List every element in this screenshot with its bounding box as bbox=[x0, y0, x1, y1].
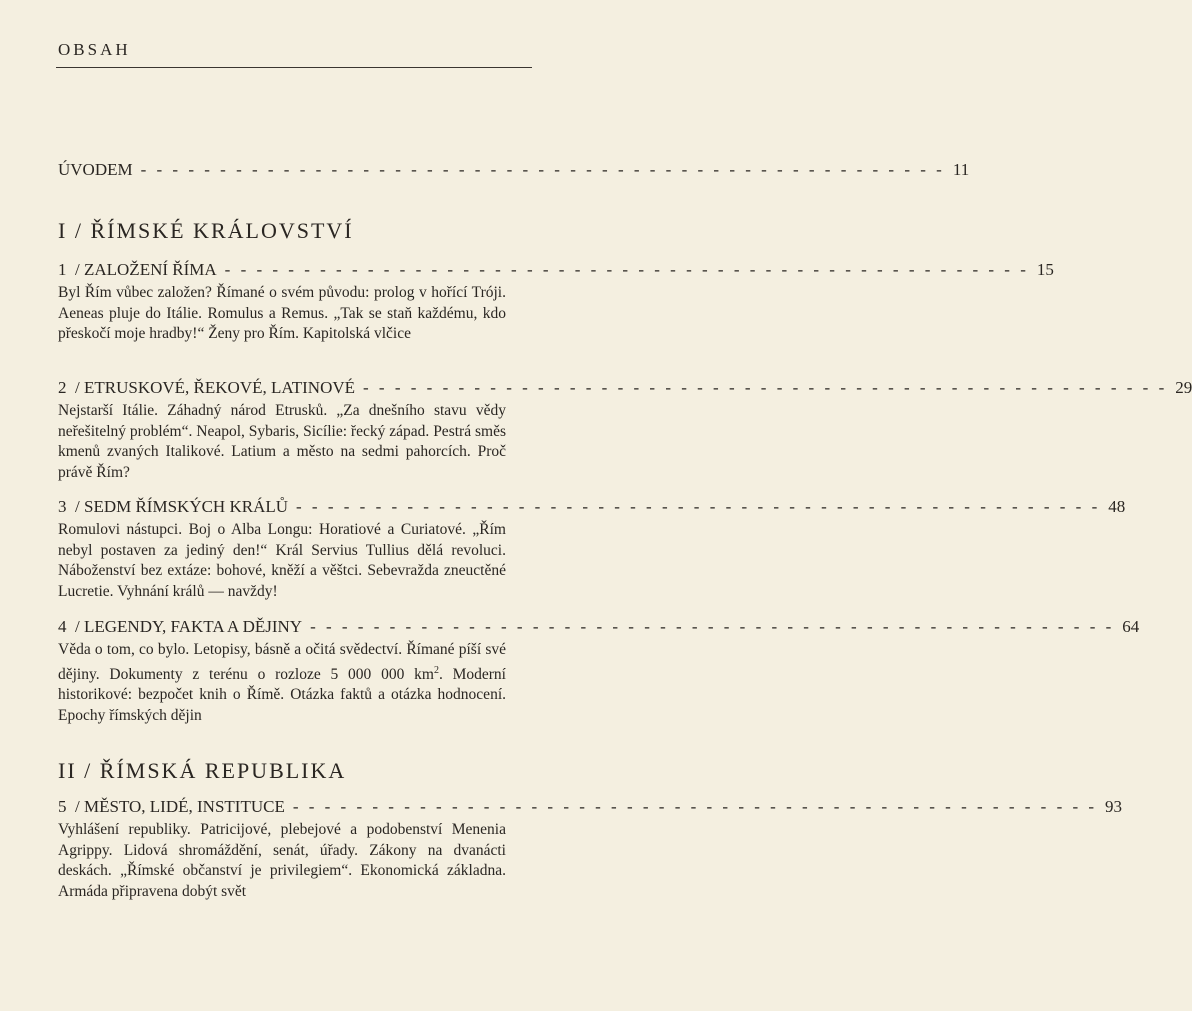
toc-entry-chapter-4[interactable] bbox=[58, 617, 1140, 637]
chapter-number: 2 bbox=[58, 378, 67, 397]
leader-dashes: - - - - - - - - - - - - - - - - - - - - - - - - - - - - - - - - - - - - - - - - - - - - - - - - - - - bbox=[296, 497, 1101, 516]
leader-dashes: - - - - - - - - - - - - - - - - - - - - - - - - - - - - - - - - - - - - - - - - - - - - - - - - - - - bbox=[363, 378, 1168, 397]
chapter-title: SEDM ŘÍMSKÝCH KRÁLŮ bbox=[83, 497, 289, 516]
chapter-1-description: Byl Řím vůbec založen? Římané o svém původu: prolog v hořící Tróji. Aeneas pluje do Itálie. Romulus a Remus. „Tak se staň každému, kdo přeskočí moje hradby!“ Ženy pro Řím. Kapitolská vlčice bbox=[58, 284, 506, 342]
header-rule bbox=[56, 67, 532, 68]
leader-dashes: - - - - - - - - - - - - - - - - - - - - - - - - - - - - - - - - - - - - - - - - - - - - - - - - - - - bbox=[224, 260, 1029, 279]
intro-title: ÚVODEM bbox=[58, 160, 133, 179]
chapter-page-number: 15 bbox=[1036, 260, 1054, 279]
chapter-page-number: 93 bbox=[1105, 797, 1123, 816]
chapter-3-description: Romulovi nástupci. Boj o Alba Longu: Horatiové a Curiatové. „Řím nebyl postaven za jediný den!“ Král Servius Tullius dělá revoluci. Náboženství bez extáze: bohové, kněží a věštci. Sebevražda zneuctěné Lucretie. Vyhnání králů — navždy! bbox=[58, 521, 506, 600]
leader-dashes: - - - - - - - - - - - - - - - - - - - - - - - - - - - - - - - - - - - - - - - - - - - - - - - - - - - bbox=[292, 797, 1098, 816]
toc-entry-chapter-3[interactable] bbox=[58, 497, 1126, 517]
chapter-2-heading: 2 / ETRUSKOVÉ, ŘEKOVÉ, LATINOVÉ bbox=[58, 378, 356, 397]
description-text: Věda o tom, co bylo. Letopisy, básně a očitá svědectví. Římané píší své dějiny. Dokumenty z terénu o rozloze 5 000 000 km bbox=[58, 641, 506, 683]
chapter-2-description: Nejstarší Itálie. Záhadný národ Etrusků. „Za dnešního stavu vědy neřešitelný problém“. Neapol, Sybaris, Sicílie: řecký západ. Pestrá směs kmenů zvaných Italikové. Latium a město na sedmi pahorcích. Proč právě Řím? bbox=[58, 402, 506, 481]
toc-entry-chapter-2[interactable] bbox=[58, 378, 1192, 398]
toc-entry-intro[interactable] bbox=[58, 160, 970, 180]
leader-dashes: - - - - - - - - - - - - - - - - - - - - - - - - - - - - - - - - - - - - - - - - - - - - - - - - - - - bbox=[140, 160, 945, 179]
chapter-number: 5 bbox=[58, 797, 67, 816]
chapter-page-number: 64 bbox=[1122, 617, 1140, 636]
chapter-page-number: 29 bbox=[1175, 378, 1192, 397]
chapter-3-heading: 3 / SEDM ŘÍMSKÝCH KRÁLŮ bbox=[58, 497, 289, 516]
toc-entry-chapter-1[interactable] bbox=[58, 260, 1054, 280]
chapter-page-number: 48 bbox=[1108, 497, 1126, 516]
chapter-title: ZALOŽENÍ ŘÍMA bbox=[83, 260, 217, 279]
toc-entry-chapter-5[interactable] bbox=[58, 797, 1123, 817]
part-heading-1: I / ŘÍMSKÉ KRÁLOVSTVÍ bbox=[58, 218, 354, 243]
chapter-4-description bbox=[58, 640, 506, 726]
intro-page-number: 11 bbox=[952, 160, 970, 179]
chapter-4-heading: 4 / LEGENDY, FAKTA A DĚJINY bbox=[58, 617, 303, 636]
superscript-exponent: 2 bbox=[433, 664, 439, 676]
chapter-number: 3 bbox=[58, 497, 67, 516]
leader-dashes: - - - - - - - - - - - - - - - - - - - - - - - - - - - - - - - - - - - - - - - - - - - - - - - - - - - bbox=[310, 617, 1115, 636]
part-heading-2: II / ŘÍMSKÁ REPUBLIKA bbox=[58, 758, 347, 783]
chapter-title: ETRUSKOVÉ, ŘEKOVÉ, LATINOVÉ bbox=[83, 378, 356, 397]
chapter-5-description: Vyhlášení republiky. Patricijové, plebejové a podobenství Menenia Agrippy. Lidová shromáždění, senát, úřady. Zákony na dvanácti deskách. „Římské občanství je privilegiem“. Ekonomická základna. Armáda připravena dobýt svět bbox=[58, 821, 506, 900]
page-header-label: OBSAH bbox=[58, 40, 131, 59]
chapter-1-heading: 1 / ZALOŽENÍ ŘÍMA bbox=[58, 260, 217, 279]
chapter-5-heading: 5 / MĚSTO, LIDÉ, INSTITUCE bbox=[58, 797, 285, 816]
chapter-title: MĚSTO, LIDÉ, INSTITUCE bbox=[83, 797, 285, 816]
chapter-number: 1 bbox=[58, 260, 67, 279]
description-text: . Moderní historikové: bezpočet knih o Římě. Otázka faktů a otázka hodnocení. Epochy římských dějin bbox=[58, 665, 506, 724]
chapter-number: 4 bbox=[58, 617, 67, 636]
chapter-title: LEGENDY, FAKTA A DĚJINY bbox=[83, 617, 303, 636]
